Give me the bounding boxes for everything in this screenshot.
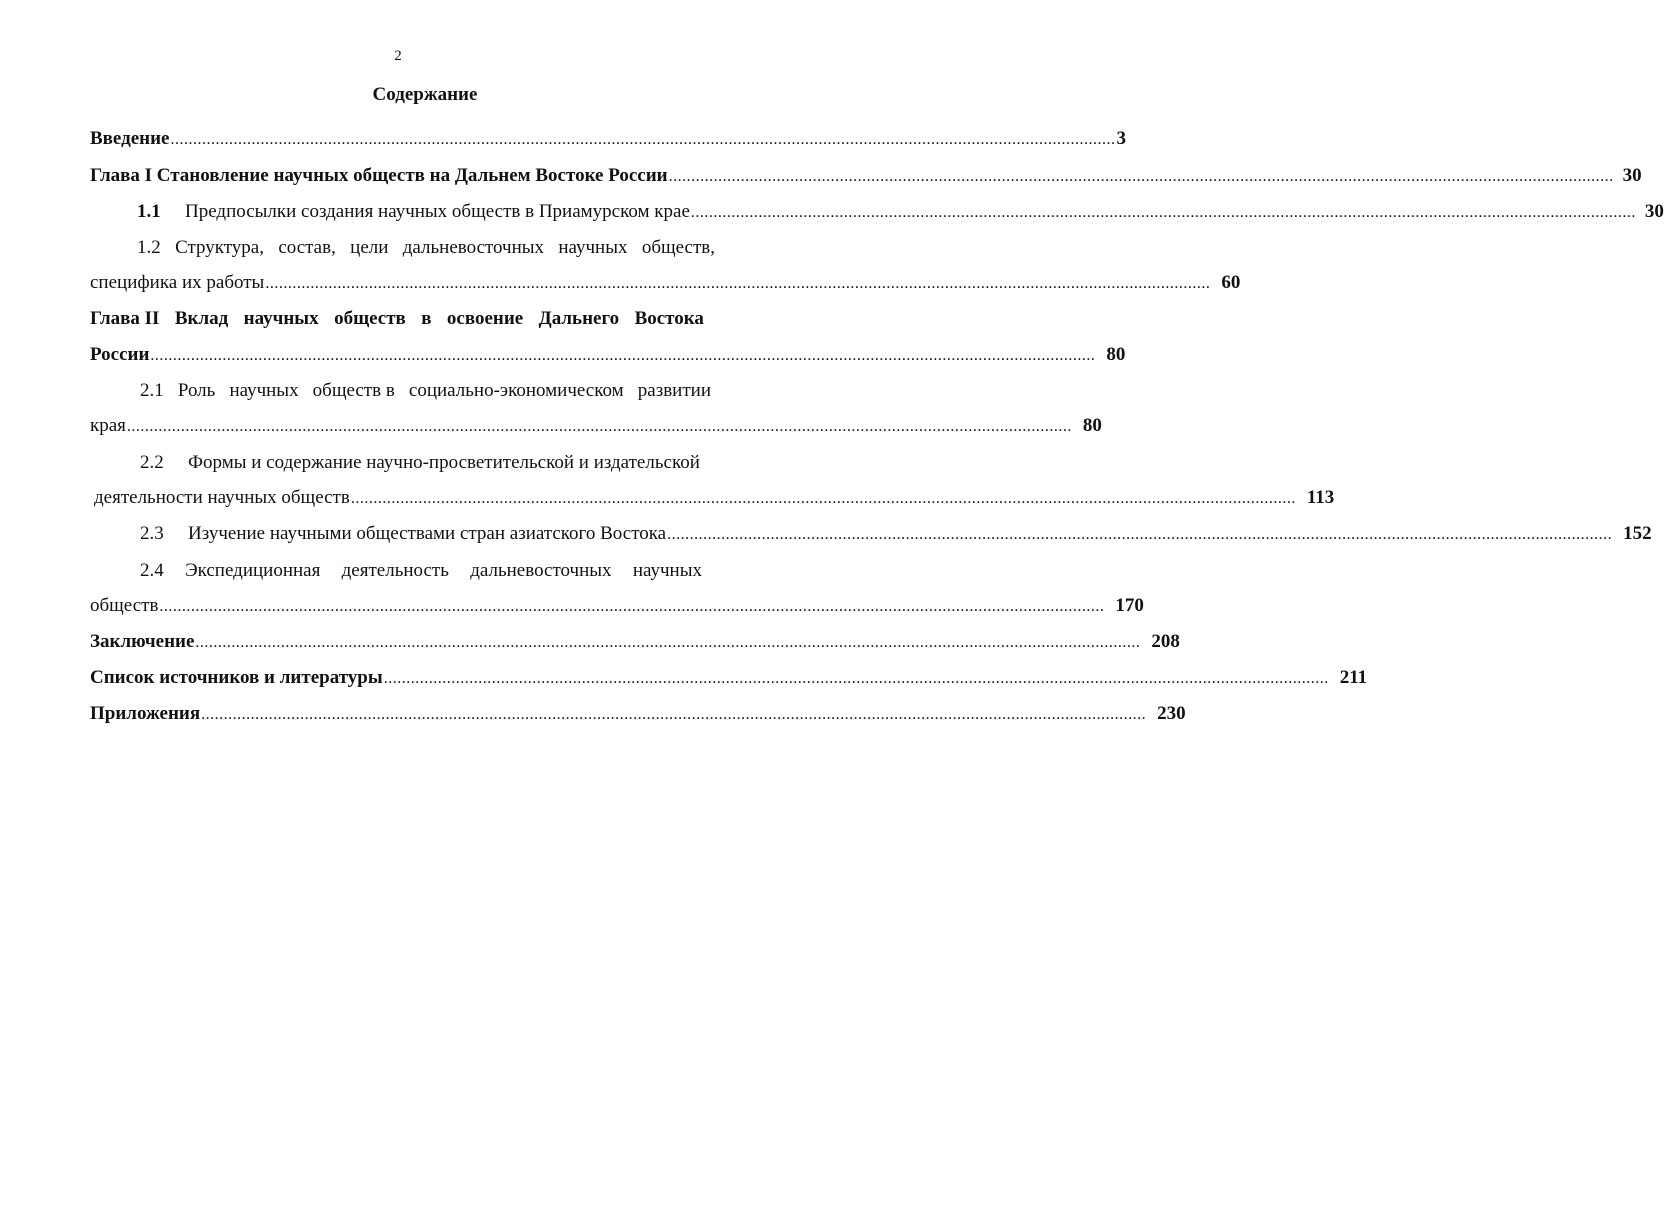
toc-word: научных bbox=[558, 237, 628, 258]
toc-page-number: 113 bbox=[1306, 487, 1335, 508]
toc-page-number: 152 bbox=[1623, 523, 1652, 544]
toc-word: дальневосточных bbox=[402, 237, 545, 258]
toc-entry-label: Введение bbox=[90, 128, 170, 149]
toc-section-number: 2.1 bbox=[140, 380, 164, 401]
toc-section-number: 1.1 bbox=[137, 201, 161, 222]
toc-word: научных bbox=[632, 560, 702, 581]
toc-entry-label: Заключение bbox=[90, 631, 195, 652]
leader-dots: .................................................................................................................................................................................................................. bbox=[668, 168, 1614, 185]
toc-entry-label: обществ bbox=[90, 595, 159, 616]
toc-entry-sources[interactable] bbox=[90, 667, 1368, 689]
toc-page-number: 80 bbox=[1106, 344, 1126, 365]
toc-word: в bbox=[421, 308, 432, 329]
page-number: 2 bbox=[394, 48, 402, 64]
toc-page-number: 30 bbox=[1622, 165, 1642, 186]
toc-page-number: 60 bbox=[1221, 272, 1241, 293]
leader-dots: .................................................................................................................................................................................................................. bbox=[159, 598, 1105, 615]
toc-title: Содержание bbox=[372, 84, 478, 105]
toc-word: дальневосточных bbox=[470, 560, 612, 581]
toc-word: научных bbox=[243, 308, 319, 329]
toc-page-number: 230 bbox=[1157, 703, 1186, 724]
toc-entry-appendix[interactable] bbox=[90, 703, 1186, 725]
toc-entry-label: России bbox=[90, 344, 150, 365]
toc-entry-conclusion[interactable] bbox=[90, 631, 1180, 653]
toc-page-number: 208 bbox=[1151, 631, 1180, 652]
leader-dots: .................................................................................................................................................................................................................. bbox=[383, 670, 1329, 687]
toc-word: Дальнего bbox=[538, 308, 620, 329]
toc-word: цели bbox=[350, 237, 389, 258]
toc-page-number: 30 bbox=[1644, 201, 1664, 222]
toc-entry-2-3[interactable] bbox=[140, 523, 1652, 545]
leader-dots: .................................................................................................................................................................................................................. bbox=[265, 275, 1211, 292]
toc-word: Структура, bbox=[175, 237, 264, 258]
toc-entry-label: Приложения bbox=[90, 703, 201, 724]
toc-section-number: 1.2 bbox=[137, 237, 161, 258]
toc-page-number: 170 bbox=[1115, 595, 1144, 616]
toc-word: Экспедиционная bbox=[185, 560, 321, 581]
leader-dots: .................................................................................................................................................................................................................. bbox=[690, 204, 1636, 221]
toc-entry-chapter-1[interactable] bbox=[90, 165, 1642, 187]
toc-entry-2-1-line2[interactable] bbox=[90, 415, 1102, 437]
toc-entry-intro[interactable] bbox=[90, 128, 1126, 150]
toc-entry-label: Предпосылки создания научных обществ в Приамурском крае bbox=[185, 201, 690, 222]
toc-entry-2-2-line2[interactable] bbox=[94, 487, 1335, 509]
toc-entry-1-2-line2[interactable] bbox=[90, 272, 1241, 294]
toc-entry-label: края bbox=[90, 415, 126, 436]
toc-word: обществ, bbox=[641, 237, 715, 258]
leader-dots: .................................................................................................................................................................................................................. bbox=[170, 131, 1116, 148]
toc-entry-label: Глава I Становление научных обществ на Дальнем Востоке России bbox=[90, 165, 668, 186]
leader-dots: .................................................................................................................................................................................................................. bbox=[350, 490, 1296, 507]
toc-section-number: 2.3 bbox=[140, 523, 164, 544]
leader-dots: .................................................................................................................................................................................................................. bbox=[195, 634, 1141, 651]
toc-entry-label: Изучение научными обществами стран азиатского Востока bbox=[188, 523, 667, 544]
toc-word: Востока bbox=[634, 308, 704, 329]
toc-entry-2-1-line1[interactable] bbox=[140, 380, 711, 402]
toc-entry-label: деятельности научных обществ bbox=[94, 487, 350, 508]
toc-page-number: 211 bbox=[1339, 667, 1368, 688]
toc-word: Роль bbox=[177, 380, 216, 401]
toc-entry-1-2-line1[interactable] bbox=[137, 237, 715, 259]
toc-entry-1-1[interactable] bbox=[137, 201, 1664, 223]
toc-word: обществ в bbox=[312, 380, 395, 401]
toc-entry-2-4-line2[interactable] bbox=[90, 595, 1144, 617]
toc-word: деятельность bbox=[341, 560, 449, 581]
toc-word: обществ bbox=[334, 308, 406, 329]
toc-section-number: 2.4 bbox=[140, 560, 164, 581]
toc-entry-label: Список источников и литературы bbox=[90, 667, 383, 688]
toc-entry-label: Формы и содержание научно-просветительской и издательской bbox=[188, 452, 700, 473]
toc-section-number: 2.2 bbox=[140, 452, 164, 473]
toc-word: Глава II bbox=[90, 308, 160, 329]
toc-word: социально-экономическом bbox=[408, 380, 624, 401]
toc-page-number: 3 bbox=[1116, 128, 1126, 149]
leader-dots: .................................................................................................................................................................................................................. bbox=[126, 418, 1072, 435]
toc-word: освоение bbox=[446, 308, 524, 329]
leader-dots: .................................................................................................................................................................................................................. bbox=[201, 706, 1147, 723]
toc-word: состав, bbox=[278, 237, 336, 258]
toc-entry-label: специфика их работы bbox=[90, 272, 265, 293]
toc-entry-2-2-line1[interactable] bbox=[140, 452, 720, 474]
toc-word: Вклад bbox=[174, 308, 229, 329]
toc-entry-2-4-line1[interactable] bbox=[140, 560, 702, 582]
toc-entry-chapter-2-line2[interactable] bbox=[90, 344, 1126, 366]
toc-word: научных bbox=[229, 380, 299, 401]
toc-word: развитии bbox=[637, 380, 711, 401]
toc-page-number: 80 bbox=[1082, 415, 1102, 436]
leader-dots: .................................................................................................................................................................................................................. bbox=[150, 347, 1096, 364]
leader-dots: .................................................................................................................................................................................................................. bbox=[667, 526, 1613, 543]
toc-entry-chapter-2-line1[interactable] bbox=[90, 308, 704, 330]
